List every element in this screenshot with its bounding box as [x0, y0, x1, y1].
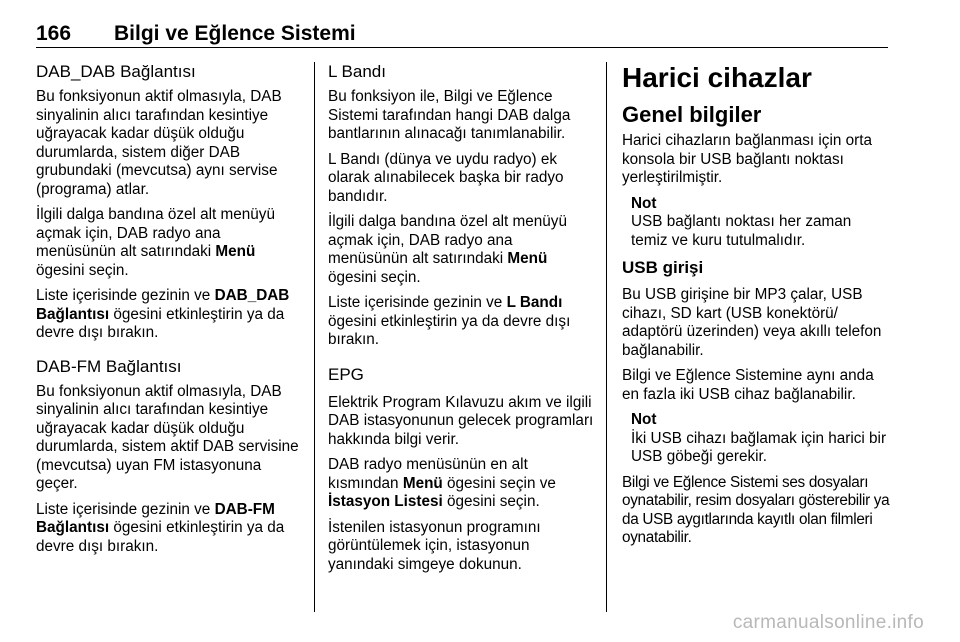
column-1 — [36, 62, 302, 563]
column-divider-2 — [606, 62, 607, 612]
paragraph: L Bandı (dünya ve uydu radyo) ek olarak alınabilecek başka bir radyo bandıdır. — [328, 150, 564, 205]
watermark: carmanualsonline.info — [732, 612, 924, 633]
note-text: İki USB cihazı bağlamak için harici bir USB göbeği gerekir. — [631, 429, 887, 465]
paragraph: İlgili dalga bandına özel alt menüyü açmak için, DAB radyo ana menüsünün alt satırındaki Menü ögesini seçin. — [36, 206, 275, 279]
paragraph: Liste içerisinde gezinin ve L Bandı ögesini etkinleştirin ya da devre dışı bırakın. — [328, 294, 571, 348]
menu-term: Menü — [215, 243, 256, 260]
option-term: L Bandı — [506, 294, 563, 311]
note-box — [631, 195, 890, 251]
heading-epg: EPG — [328, 364, 364, 384]
menu-term: Menü — [402, 474, 443, 492]
heading-general-info: Genel bilgiler — [622, 102, 762, 127]
heading-external-devices: Harici cihazlar — [622, 62, 812, 93]
note-text: USB bağlantı noktası her zaman temiz ve kuru tutulmalıdır. — [631, 213, 852, 249]
paragraph: Liste içerisinde gezinin ve DAB-FM Bağlantısı ögesini etkinleştirin ya da devre dışı bırakın. — [36, 500, 285, 555]
paragraph: Bu USB girişine bir MP3 çalar, USB cihazı, SD kart (USB konektörü/ adaptörü üzerinden) veya akıllı telefon bağlanabilir. — [622, 286, 882, 359]
paragraph: Bu fonksiyonun aktif olmasıyla, DAB sinyalinin alıcı tarafından kesintiye uğrayacak kadar düşük olduğu durumlarda, sistem aktif DAB servisine (mevcutsa) uyan FM istasyonuna geçer. — [36, 382, 299, 492]
heading-usb-input: USB girişi — [622, 258, 704, 277]
note-label: Not — [631, 411, 657, 428]
paragraph: Bu fonksiyon ile, Bilgi ve Eğlence Sistemi tarafından hangi DAB dalga bantlarının alınacağı tanımlanabilir. — [328, 88, 571, 142]
paragraph: İstenilen istasyonun programını görüntülemek için, istasyonun yanındaki simgeye dokunun. — [328, 518, 541, 573]
heading-dab-fm: DAB-FM Bağlantısı — [36, 356, 182, 376]
paragraph: Harici cihazların bağlanması için orta konsola bir USB bağlantı noktası yerleştirilmiştir. — [622, 132, 872, 186]
menu-term: Menü — [507, 250, 548, 267]
paragraph: Elektrik Program Kılavuzu akım ve ilgili DAB istasyonunun gelecek programları hakkında bilgi verir. — [328, 393, 594, 448]
paragraph: Bilgi ve Eğlence Sistemine aynı anda en fazla iki USB cihaz bağlanabilir. — [622, 367, 874, 403]
paragraph: Liste içerisinde gezinin ve DAB_DAB Bağlantısı ögesini etkinleştirin ya da devre dışı bırakın. — [36, 287, 290, 341]
page-number: 166 — [36, 22, 72, 45]
option-term: DAB_DAB Bağlantısı — [36, 287, 290, 323]
page-title: Bilgi ve Eğlence Sistemi — [114, 22, 356, 45]
column-2 — [328, 62, 594, 581]
heading-dab-dab: DAB_DAB Bağlantısı — [36, 62, 196, 81]
paragraph: Bilgi ve Eğlence Sistemi ses dosyaları oynatabilir, resim dosyaları gösterebilir ya da USB aygıtlarında kayıtlı olan filmleri oynatabilir. — [622, 473, 890, 546]
paragraph: Bu fonksiyonun aktif olmasıyla, DAB sinyalinin alıcı tarafından kesintiye uğrayacak kadar düşük olduğu durumlarda, sistem diğer DAB grubundaki (mevcutsa) aynı servise (programa) atlar. — [36, 88, 282, 198]
note-label: Not — [631, 194, 657, 212]
heading-l-band: L Bandı — [328, 62, 386, 81]
column-divider-1 — [314, 62, 315, 612]
header-divider — [36, 47, 888, 48]
option-term: DAB-FM Bağlantısı — [36, 500, 275, 536]
option-term: İstasyon Listesi — [328, 493, 443, 510]
paragraph: DAB radyo menüsünün en alt kısmından Menü ögesini seçin ve İstasyon Listesi ögesini seçin. — [328, 456, 556, 510]
note-box — [631, 411, 890, 467]
paragraph: İlgili dalga bandına özel alt menüyü açmak için, DAB radyo ana menüsünün alt satırındaki Menü ögesini seçin. — [328, 213, 567, 286]
column-3 — [622, 62, 890, 555]
